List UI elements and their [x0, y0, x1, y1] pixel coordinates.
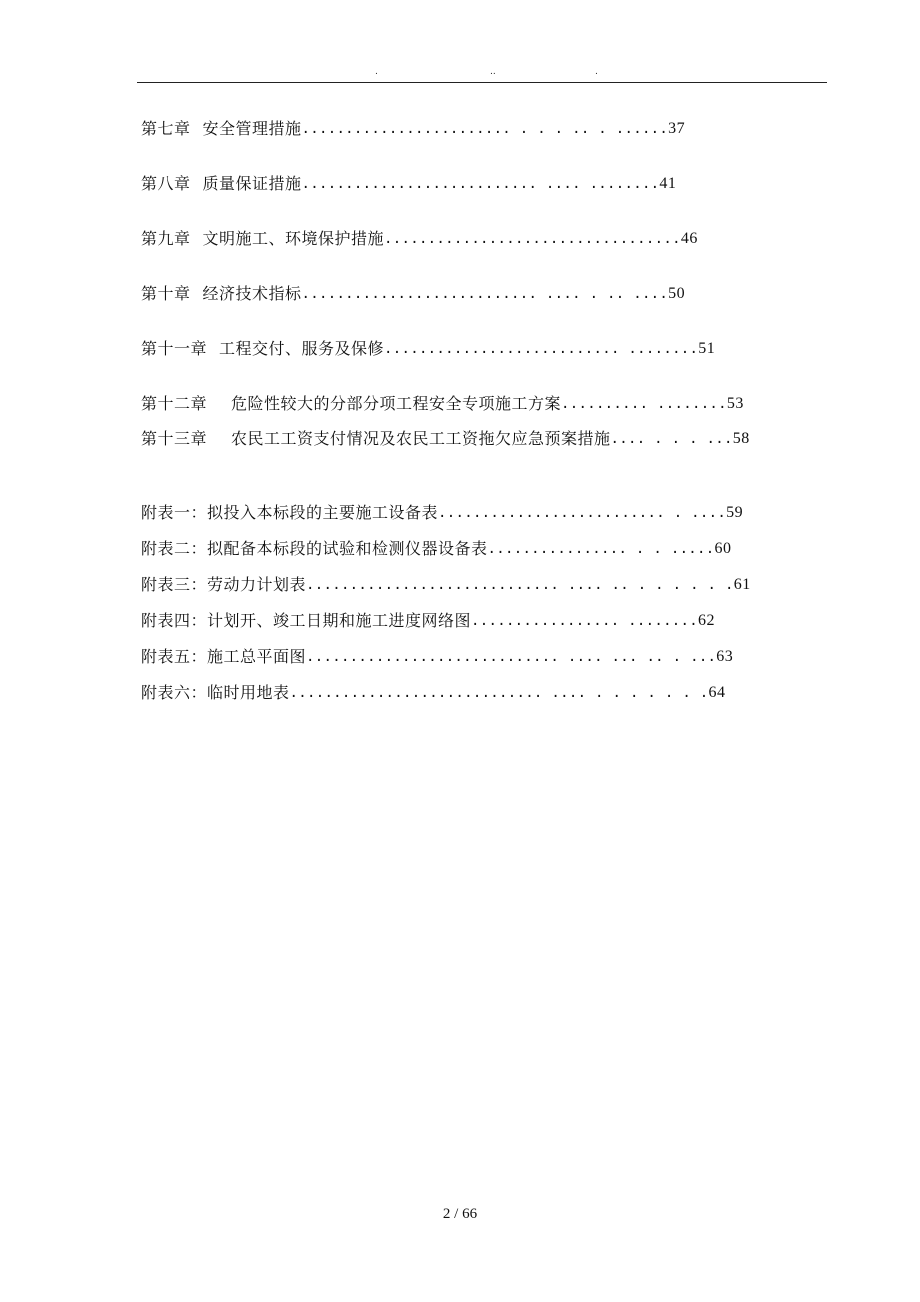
toc-title: 文明施工、环境保护措施: [202, 229, 385, 248]
toc-leader: ........................... ........: [384, 341, 699, 357]
toc-number: 附表五：: [141, 647, 208, 666]
toc-leader: ..................................: [384, 231, 681, 247]
toc-entry-appendix-4[interactable]: [141, 610, 715, 632]
toc-page: 58: [732, 430, 750, 447]
toc-leader: ........................... .... . .. ....: [301, 286, 669, 302]
toc-page: 51: [698, 340, 716, 357]
toc-number: 附表二：: [141, 539, 208, 558]
toc-number: 第九章: [141, 229, 191, 248]
toc-leader: ................. ........: [471, 613, 698, 629]
header-mark: ..: [490, 67, 496, 77]
toc-page: 37: [668, 120, 686, 137]
toc-leader: ............................. .... ... .. . ...: [306, 649, 717, 665]
toc-entry-chapter-8[interactable]: [141, 173, 676, 195]
header-mark: .: [375, 67, 378, 77]
toc-page: 61: [733, 576, 751, 593]
toc-entry-appendix-2[interactable]: [141, 538, 731, 560]
toc-number: 第八章: [141, 174, 191, 193]
toc-entry-appendix-1[interactable]: [141, 502, 743, 524]
toc-title: 拟配备本标段的试验和检测仪器设备表: [207, 539, 488, 558]
toc-leader: .......... ........: [561, 396, 727, 412]
toc-page: 50: [668, 285, 686, 302]
toc-leader: ........................... .... ........: [301, 176, 660, 192]
toc-leader: ............................. .... .. . . . . . .: [306, 577, 734, 593]
toc-number: 附表一：: [141, 503, 208, 522]
toc-page: 41: [659, 175, 677, 192]
toc-title: 劳动力计划表: [207, 575, 307, 594]
toc-number: 第十三章: [141, 429, 208, 448]
toc-entry-chapter-9[interactable]: [141, 228, 698, 250]
toc-title: 计划开、竣工日期和施工进度网络图: [207, 611, 472, 630]
toc-title: 拟投入本标段的主要施工设备表: [207, 503, 439, 522]
toc-entry-chapter-7[interactable]: [141, 118, 685, 140]
toc-leader: ................ . . .....: [487, 541, 715, 557]
toc-title: 经济技术指标: [202, 284, 302, 303]
toc-title: 工程交付、服务及保修: [219, 339, 385, 358]
toc-page: 64: [708, 684, 726, 701]
toc-number: 第十二章: [141, 394, 208, 413]
toc-title: 施工总平面图: [207, 647, 307, 666]
toc-page: 46: [680, 230, 698, 247]
toc-entry-appendix-3[interactable]: [141, 574, 751, 596]
toc-entry-appendix-6[interactable]: [141, 682, 726, 704]
toc-entry-chapter-11[interactable]: [141, 338, 715, 360]
toc-title: 安全管理措施: [202, 119, 302, 138]
toc-title: 质量保证措施: [202, 174, 302, 193]
toc-title: 临时用地表: [207, 683, 290, 702]
toc-entry-chapter-10[interactable]: [141, 283, 685, 305]
toc-entry-appendix-5[interactable]: [141, 646, 733, 668]
toc-page: 59: [726, 504, 744, 521]
toc-title: 农民工工资支付情况及农民工工资拖欠应急预案措施: [231, 429, 611, 448]
toc-leader: ............................. .... . . . . . . .: [289, 685, 709, 701]
toc-title: 危险性较大的分部分项工程安全专项施工方案: [231, 394, 562, 413]
toc-number: 第七章: [141, 119, 191, 138]
toc-leader: ........................ . . . .. . ......: [301, 121, 669, 137]
toc-entry-chapter-12[interactable]: [141, 393, 744, 415]
page-number: 2 / 66: [442, 1206, 478, 1222]
toc-leader: .......................... . ....: [438, 505, 727, 521]
toc-number: 第十一章: [141, 339, 208, 358]
toc-page: 60: [714, 540, 732, 557]
page-header: [137, 66, 827, 84]
header-mark: .: [595, 67, 598, 77]
toc-number: 附表三：: [141, 575, 208, 594]
page-footer: [0, 1206, 920, 1223]
toc-leader: .... . . . ...: [610, 431, 733, 447]
toc-number: 附表四：: [141, 611, 208, 630]
toc-number: 第十章: [141, 284, 191, 303]
toc-entry-chapter-13[interactable]: [141, 428, 750, 450]
toc-number: 附表六：: [141, 683, 208, 702]
header-rule: [137, 82, 827, 83]
toc-page: 62: [697, 612, 715, 629]
toc-page: 63: [716, 648, 734, 665]
toc-page: 53: [726, 395, 744, 412]
